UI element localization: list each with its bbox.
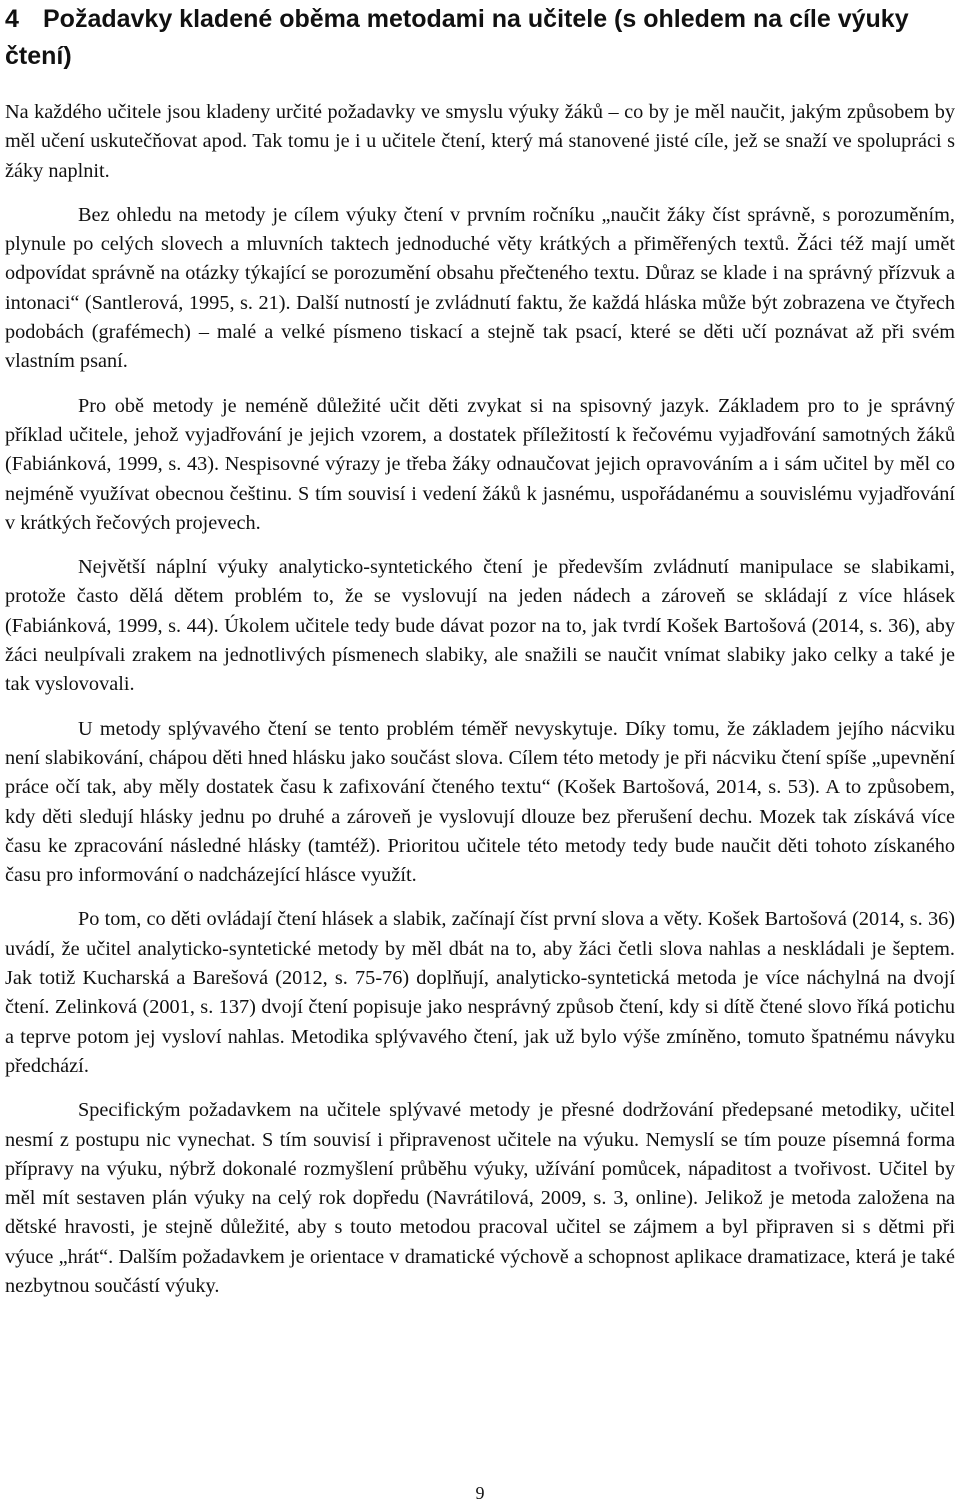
chapter-number: 4	[5, 5, 19, 33]
page-number: 9	[475, 1483, 485, 1503]
paragraph-1: Na každého učitele jsou kladeny určité požadavky ve smyslu výuky žáků – co by je měl naučit, jakým způsobem by měl učení uskutečňovat apod. Tak tomu je i u učitele čtení, který má stanovené jisté cíle, jež se snaží ve spolupráci s žáky naplnit.	[5, 101, 955, 182]
paragraph-7: Specifickým požadavkem na učitele splývavé metody je přesné dodržování předepsané metodiky, učitel nesmí z postupu nic vynechat. S tím souvisí i připravenost učitele na výuku. Nemyslí se tím pouze písemná forma přípravy na výuku, nýbrž dokonalé rozmyšlení průběhu výuky, užívání pomůcek, nápaditost a tvořivost. Učitel by měl mít sestaven plán výuky na celý rok dopředu (Navrátilová, 2009, s. 3, online). Jelikož je metoda založena na dětské hravosti, je stejně důležité, aby s touto metodou pracoval učitel se zájmem a byl připraven si s dětmi při výuce „hrát“. Dalším požadavkem je orientace v dramatické výchově a schopnost aplikace dramatizace, která je také nezbytnou součástí výuky.	[5, 1099, 955, 1297]
paragraph-2: Bez ohledu na metody je cílem výuky čtení v prvním ročníku „naučit žáky číst správně, s porozuměním, plynule po celých slovech a mluvních taktech jednoduché věty krátkých a přiměřených textů. Žáci též mají umět odpovídat správně na otázky týkající se porozumění obsahu přečteného textu. Důraz se klade i na správný přízvuk a intonaci“ (Santlerová, 1995, s. 21). Další nutností je zvládnutí faktu, že každá hláska může být zobrazena ve čtyřech podobách (grafémech) – malé a velké písmeno tiskací a stejně tak psací, které se děti učí poznávat až při svém vlastním psaní.	[5, 203, 955, 373]
document-page	[5, 0, 955, 1301]
chapter-heading	[5, 0, 955, 75]
chapter-title: Požadavky kladené oběma metodami na učitele (s ohledem na cíle výuky čtení)	[5, 5, 909, 70]
paragraph-5: U metody splývavého čtení se tento problém téměř nevyskytuje. Díky tomu, že základem jejího nácviku není slabikování, chápou děti hned hlásku jako součást slova. Cílem této metody je při nácviku čtení spíše „upevnění práce očí tak, aby měly dostatek času k zafixování čteného textu“ (Košek Bartošová, 2014, s. 53). A to způsobem, kdy děti sledují hlásky jednu po druhé a zároveň je vyslovují dlouze bez přerušení dechu. Mozek tak získává více času ke zpracování následné hlásky (tamtéž). Prioritou učitele této metody tedy bude naučit děti tohoto získaného času pro informování o nadcházející hlásce využít.	[5, 717, 955, 887]
paragraph-3: Pro obě metody je neméně důležité učit děti zvykat si na spisovný jazyk. Základem pro to je správný příklad učitele, jehož vyjadřování je jejich vzorem, a dostatek příležitostí k řečovému vyjadřování samotných žáků (Fabiánková, 1999, s. 43). Nespisovné výrazy je třeba žáky odnaučovat jejich opravováním a i sám učitel by měl co nejméně využívat obecnou češtinu. S tím souvisí i vedení žáků k jasnému, uspořádanému a souvislému vyjadřování v krátkých řečových projevech.	[5, 394, 955, 534]
paragraph-6: Po tom, co děti ovládají čtení hlásek a slabik, začínají číst první slova a věty. Košek Bartošová (2014, s. 36) uvádí, že učitel analyticko-syntetické metody by měl dbát na to, aby žáci četli slova nahlas a neskládali je šeptem. Jak totiž Kucharská a Barešová (2012, s. 75-76) doplňují, analyticko-syntetická metoda je více náchylná na dvojí čtení. Zelinková (2001, s. 137) dvojí čtení popisuje jako nesprávný způsob čtení, kdy si dítě čtené slovo říká potichu a teprve potom jej vysloví nahlas. Metodika splývavého čtení, jak už bylo výše zmíněno, tomuto špatnému návyku předchází.	[5, 908, 955, 1077]
paragraph-4: Největší náplní výuky analyticko-syntetického čtení je především zvládnutí manipulace se slabikami, protože často dělá dětem problém to, že se vyslovují na jeden nádech a zároveň se skládají z více hlásek (Fabiánková, 1999, s. 44). Úkolem učitele tedy bude dávat pozor na to, jak tvrdí Košek Bartošová (2014, s. 36), aby žáci neulpívali zrakem na jednotlivých písmenech slabiky, ale snažili se naučit vnímat slabiky jako celky a také je tak vyslovovali.	[5, 556, 955, 696]
